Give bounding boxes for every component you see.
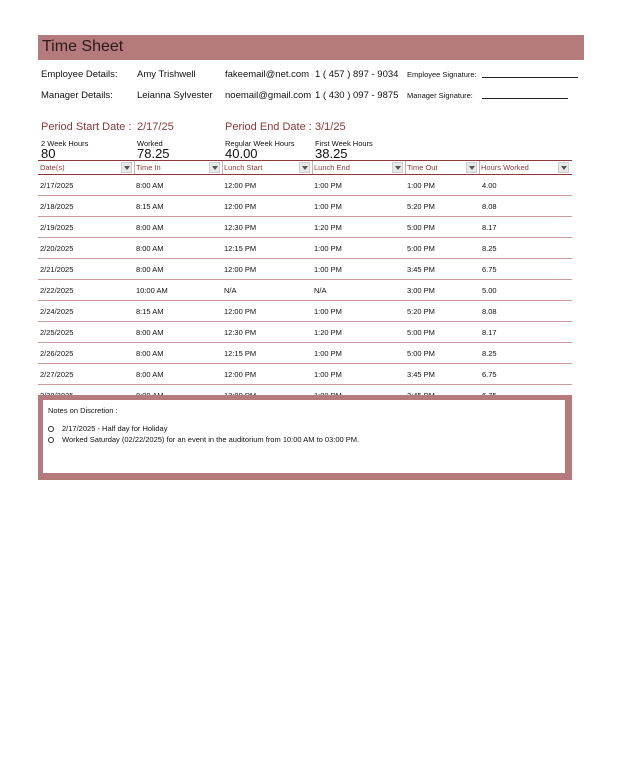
note-item: Worked Saturday (02/22/2025) for an event in the auditorium from 10:00 AM to 03:00 PM. [62,435,360,444]
stat-label: Worked [137,139,163,148]
cell-lunch-end: N/A [314,286,327,295]
cell-time-in: 8:00 AM [136,370,164,379]
filter-dropdown-icon[interactable] [121,162,132,173]
cell-time-out: 3:00 PM [407,286,435,295]
cell-hours-worked: 8.25 [482,349,497,358]
cell-hours-worked: 5.00 [482,286,497,295]
page-title: Time Sheet [42,38,124,55]
stat-label: Regular Week Hours [225,139,295,148]
cell-date: 2/24/2025 [40,307,74,316]
cell-date: 2/17/2025 [40,181,74,190]
cell-hours-worked: 4.00 [482,181,497,190]
table-row[interactable] [38,196,572,217]
cell-date: 2/25/2025 [40,328,74,337]
cell-lunch-end: 1:00 PM [314,244,342,253]
filter-dropdown-icon[interactable] [558,162,569,173]
cell-time-in: 8:00 AM [136,265,164,274]
cell-date: 2/21/2025 [40,265,74,274]
cell-hours-worked: 6.75 [482,370,497,379]
cell-date: 2/22/2025 [40,286,74,295]
employee-phone: 1 ( 457 ) 897 - 9034 [315,69,399,80]
filter-dropdown-icon[interactable] [392,162,403,173]
cell-date: 2/19/2025 [40,223,74,232]
table-row[interactable] [38,280,572,301]
cell-date: 2/18/2025 [40,202,74,211]
stat-value: 78.25 [137,146,170,161]
cell-hours-worked: 8.08 [482,202,497,211]
manager-details-label: Manager Details: [41,90,113,101]
manager-signature-line[interactable] [482,98,568,99]
cell-time-out: 1:00 PM [407,181,435,190]
filter-dropdown-icon[interactable] [466,162,477,173]
table-row[interactable] [38,322,572,343]
cell-time-in: 8:00 AM [136,328,164,337]
manager-signature-label: Manager Signature: [407,91,473,100]
cell-time-in: 8:00 AM [136,244,164,253]
column-header-label: Hours Worked [481,163,529,172]
period-end-label: Period End Date : [225,121,312,133]
cell-date: 2/26/2025 [40,349,74,358]
manager-email: noemail@gmail.com [225,90,312,101]
column-header-label: Time In [136,163,161,172]
cell-time-out: 5:20 PM [407,307,435,316]
cell-lunch-end: 1:00 PM [314,370,342,379]
table-row[interactable] [38,217,572,238]
cell-time-in: 8:15 AM [136,307,164,316]
cell-time-out: 5:00 PM [407,349,435,358]
cell-time-in: 8:00 AM [136,223,164,232]
employee-email: fakeemail@net.com [225,69,310,80]
table-row[interactable] [38,259,572,280]
employee-signature-line[interactable] [482,77,578,78]
cell-time-out: 5:00 PM [407,244,435,253]
title-bar [38,35,584,60]
cell-date: 2/20/2025 [40,244,74,253]
note-item: 2/17/2025 - Half day for Holiday [62,424,168,433]
cell-lunch-start: 12:00 PM [224,307,257,316]
cell-time-in: 8:00 AM [136,181,164,190]
cell-time-in: 8:00 AM [136,349,164,358]
cell-lunch-end: 1:00 PM [314,181,342,190]
table-row[interactable] [38,175,572,196]
period-end-value: 3/1/25 [315,121,346,133]
table-row[interactable] [38,238,572,259]
cell-time-out: 3:45 PM [407,370,435,379]
cell-time-in: 10:00 AM [136,286,168,295]
employee-signature-label: Employee Signature: [407,70,477,79]
cell-hours-worked: 8.17 [482,328,497,337]
cell-time-out: 5:00 PM [407,223,435,232]
cell-hours-worked: 8.08 [482,307,497,316]
manager-phone: 1 ( 430 ) 097 - 9875 [315,90,399,101]
cell-lunch-start: 12:00 PM [224,202,257,211]
cell-time-out: 5:20 PM [407,202,435,211]
cell-lunch-end: 1:00 PM [314,265,342,274]
notes-box[interactable] [43,400,565,473]
stat-label: First Week Hours [315,139,373,148]
cell-date: 2/27/2025 [40,370,74,379]
cell-hours-worked: 8.17 [482,223,497,232]
cell-lunch-start: 12:30 PM [224,328,257,337]
cell-hours-worked: 8.25 [482,244,497,253]
cell-time-out: 5:00 PM [407,328,435,337]
cell-lunch-end: 1:20 PM [314,328,342,337]
cell-lunch-start: 12:00 PM [224,265,257,274]
column-header-label: Lunch End [314,163,350,172]
bullet-icon [48,426,54,432]
column-header-label: Lunch Start [224,163,263,172]
notes-title: Notes on Discretion : [48,406,118,415]
cell-lunch-start: 12:15 PM [224,349,257,358]
cell-time-out: 3:45 PM [407,265,435,274]
cell-lunch-end: 1:00 PM [314,307,342,316]
filter-dropdown-icon[interactable] [209,162,220,173]
table-row[interactable] [38,301,572,322]
table-row[interactable] [38,364,572,385]
cell-hours-worked: 6.75 [482,265,497,274]
stat-value: 38.25 [315,146,348,161]
manager-name: Leianna Sylvester [137,90,213,101]
column-header-date[interactable] [38,161,134,174]
period-start-value: 2/17/25 [137,121,174,133]
stat-label: 2 Week Hours [41,139,89,148]
cell-lunch-start: N/A [224,286,237,295]
table-row[interactable] [38,343,572,364]
cell-lunch-end: 1:00 PM [314,349,342,358]
notes-panel [38,395,572,480]
column-header-label: Date(s) [40,163,65,172]
stat-value: 40.00 [225,146,258,161]
cell-lunch-start: 12:00 PM [224,370,257,379]
cell-lunch-start: 12:15 PM [224,244,257,253]
employee-details-label: Employee Details: [41,69,118,80]
employee-name: Amy Trishwell [137,69,196,80]
period-start-label: Period Start Date : [41,121,132,133]
time-entries-table [38,175,572,406]
cell-time-in: 8:15 AM [136,202,164,211]
cell-lunch-start: 12:30 PM [224,223,257,232]
stat-value: 80 [41,146,56,161]
filter-dropdown-icon[interactable] [299,162,310,173]
bullet-icon [48,437,54,443]
cell-lunch-end: 1:20 PM [314,223,342,232]
column-header-label: Time Out [407,163,438,172]
cell-lunch-end: 1:00 PM [314,202,342,211]
cell-lunch-start: 12:00 PM [224,181,257,190]
